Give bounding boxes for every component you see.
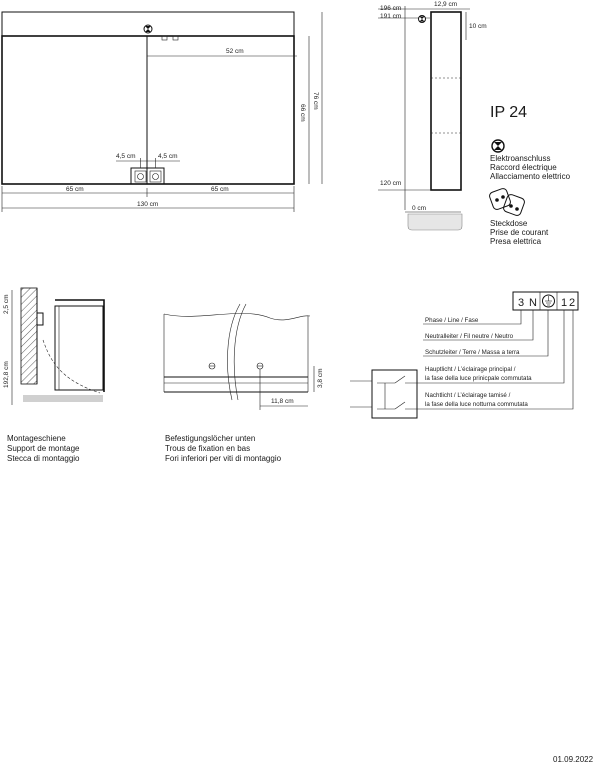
wire-main-light-2: la fase della luce prinicpale commutata (425, 375, 532, 382)
switch-box (350, 370, 423, 418)
electrical-connection-legend-icon (492, 140, 504, 152)
electrical-de: Elektroanschluss (490, 154, 551, 163)
mounting-caption-de: Montageschiene (7, 434, 66, 443)
dim-10: 10 cm (469, 23, 487, 30)
legend (488, 104, 570, 246)
socket-it: Presa elettrica (490, 237, 542, 246)
mounting-caption-it: Stecca di montaggio (7, 454, 80, 463)
ip-rating: IP 24 (490, 104, 528, 121)
electrical-connection-icon (144, 25, 152, 33)
fixing-holes-detail (164, 304, 324, 463)
fixing-caption-de: Befestigungslöcher unten (165, 434, 256, 443)
date: 01.09.2022 (553, 755, 594, 764)
dim-130: 130 cm (137, 201, 159, 208)
wire-neutral: Neutralleiter / Fil neutre / Neutro (425, 333, 514, 340)
dim-66: 66 cm (299, 104, 306, 122)
terminal-2: 2 (569, 297, 576, 309)
wire-night-light-1: Nachtlicht / L’éclairage tamisé / (425, 392, 511, 399)
wiring-diagram (350, 292, 578, 418)
terminal-n: N (529, 297, 537, 309)
dim-76: 76 cm (312, 92, 319, 110)
socket-fr: Prise de courant (490, 228, 549, 237)
dim-129: 12,9 cm (434, 1, 458, 8)
dim-38: 3,8 cm (317, 368, 324, 388)
dim-25: 2,5 cm (3, 294, 10, 314)
terminal-1: 1 (561, 297, 568, 309)
front-view (2, 12, 322, 212)
socket-legend-icon (488, 187, 525, 216)
dim-118: 11,8 cm (271, 398, 294, 405)
dim-1928: 192,8 cm (3, 361, 10, 388)
wire-night-light-2: la fase della luce notturna commutata (425, 401, 528, 408)
fixing-caption-fr: Trous de fixation en bas (165, 444, 251, 453)
dim-0: 0 cm (412, 205, 427, 212)
earth-terminal-icon (543, 295, 555, 307)
dim-191: 191 cm (380, 13, 402, 20)
side-electrical-icon (419, 16, 426, 23)
electrical-fr: Raccord électrique (490, 163, 557, 172)
socket-de: Steckdose (490, 219, 528, 228)
dim-65-left: 65 cm (66, 186, 84, 193)
dim-196: 196 cm (380, 5, 402, 12)
side-view (378, 1, 487, 230)
dim-120: 120 cm (380, 180, 402, 187)
mounting-caption-fr: Support de montage (7, 444, 80, 453)
wire-earth: Schutzleiter / Terre / Massa a terra (425, 349, 520, 356)
electrical-it: Allacciamento elettrico (490, 172, 571, 181)
dim-52: 52 cm (226, 48, 244, 55)
wire-main-light-1: Hauptlicht / L’éclairage principal / (425, 366, 516, 373)
dim-45-left: 4,5 cm (116, 153, 136, 160)
wire-phase: Phase / Line / Fase (425, 317, 479, 324)
terminal-3: 3 (518, 297, 525, 309)
cabinet-body (2, 36, 294, 184)
dim-45-right: 4,5 cm (158, 153, 178, 160)
mounting-rail-detail (3, 288, 104, 463)
fixing-caption-it: Fori inferiori per viti di montaggio (165, 454, 282, 463)
dim-65-right: 65 cm (211, 186, 229, 193)
